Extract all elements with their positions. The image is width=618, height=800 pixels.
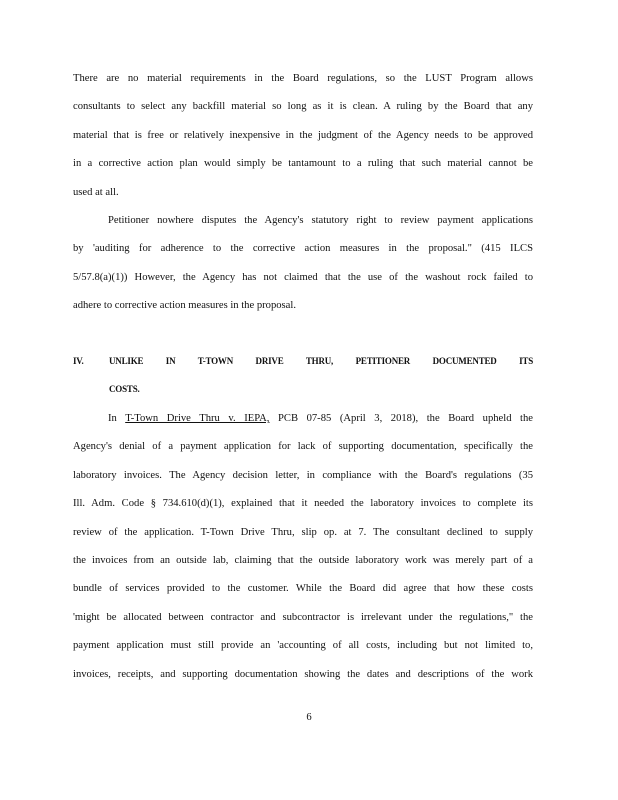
paragraph-line: Agency's denial of a payment application for lack of supporting documentation, specifically the	[73, 441, 533, 453]
paragraph-line: bundle of services provided to the customer. While the Board did agree that how these costs	[73, 583, 533, 595]
paragraph-line: used at all.	[73, 186, 119, 198]
section-number: IV.	[73, 356, 84, 366]
paragraph-line: There are no material requirements in the Board regulations, so the LUST Program allows	[73, 73, 533, 84]
paragraph-line: in a corrective action plan would simply be tantamount to a ruling that such material cannot be	[73, 158, 533, 170]
paragraph-line: Ill. Adm. Code § 734.610(d)(1), explained that it needed the laboratory invoices to complete its	[73, 498, 533, 510]
text-run: PCB 07-85 (April 3, 2018), the Board upheld the	[269, 413, 533, 424]
paragraph-line: by 'auditing for adherence to the corrective action measures in the proposal." (415 ILCS	[73, 243, 533, 255]
text-run: In	[108, 413, 126, 424]
paragraph-line: invoices, receipts, and supporting documentation showing the dates and descriptions of the work	[73, 668, 533, 680]
paragraph-2	[73, 214, 533, 328]
paragraph-line: material that is free or relatively inexpensive in the judgment of the Agency needs to be approved	[73, 129, 533, 141]
paragraph-line: consultants to select any backfill material so long as it is clean. A ruling by the Board that any	[73, 101, 533, 113]
paragraph-line: 'might be allocated between contractor and subcontractor is irrelevant under the regulations," the	[73, 611, 533, 623]
paragraph-line: Petitioner nowhere disputes the Agency's statutory right to review payment applications	[108, 215, 533, 226]
paragraph-line: payment application must still provide an 'accounting of all costs, including but not limited to,	[73, 640, 533, 652]
paragraph-line: adhere to corrective action measures in the proposal.	[73, 300, 296, 312]
paragraph-line: the invoices from an outside lab, claiming that the outside laboratory work was merely part of a	[73, 554, 533, 566]
paragraph-line: 5/57.8(a)(1)) However, the Agency has not claimed that the use of the washout rock failed to	[73, 271, 533, 283]
page-number: 6	[306, 712, 312, 723]
paragraph-line-with-citation	[73, 412, 533, 440]
paragraph-line: review of the application. T-Town Drive Thru, slip op. at 7. The consultant declined to supply	[73, 526, 533, 538]
paragraph-3	[73, 412, 533, 696]
case-citation: T-Town Drive Thru v. IEPA,	[125, 413, 270, 424]
paragraph-line: laboratory invoices. The Agency decision letter, in compliance with the Board's regulations (35	[73, 469, 533, 481]
section-title-line-1: UNLIKE IN T-TOWN DRIVE THRU, PETITIONER DOCUMENTED ITS	[109, 356, 533, 366]
paragraph-1	[73, 72, 533, 214]
section-title-line-2: COSTS.	[109, 384, 140, 394]
